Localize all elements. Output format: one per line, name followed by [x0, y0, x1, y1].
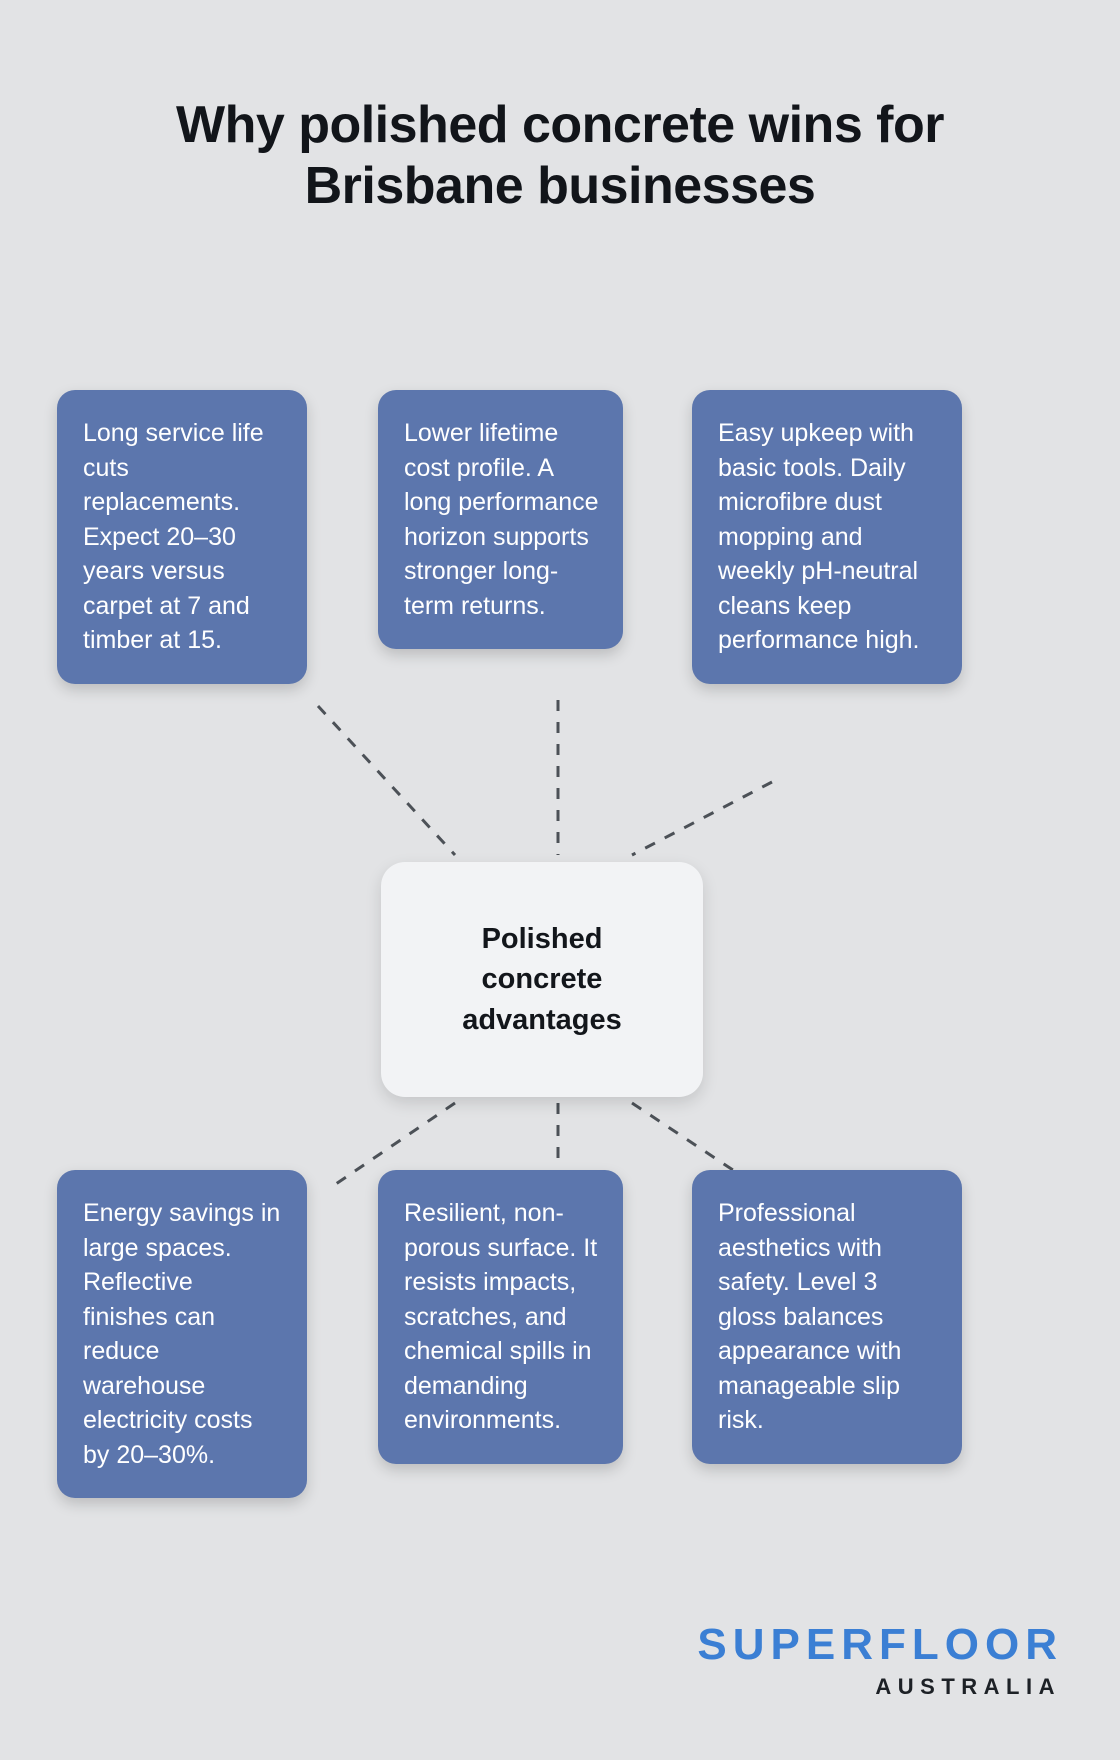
advantage-card-text: Energy savings in large spaces. Reflective finishes can reduce warehouse electricity costs by 20–30%.: [83, 1199, 281, 1469]
advantage-card-text: Easy upkeep with basic tools. Daily microfibre dust mopping and weekly pH-neutral cleans keep performance high.: [718, 419, 920, 654]
advantage-card-easy-upkeep: [692, 390, 962, 684]
advantage-card-resilient-surface: [378, 1170, 623, 1464]
advantage-card-text: Professional aesthetics with safety. Level 3 gloss balances appearance with manageable slip risk.: [718, 1199, 902, 1434]
center-node-label: Polished concrete advantages: [462, 922, 622, 1036]
brand-logo-region: AUSTRALIA: [875, 1674, 1061, 1699]
advantage-card-text: Lower lifetime cost profile. A long performance horizon supports stronger long-term returns.: [404, 419, 599, 620]
brand-logo: [697, 1620, 1063, 1699]
advantage-card-long-service-life: [57, 390, 307, 684]
connector-line-2: [632, 782, 772, 855]
connector-line-0: [318, 706, 455, 855]
center-node: [381, 862, 703, 1097]
advantage-card-text: Resilient, non-porous surface. It resists impacts, scratches, and chemical spills in demanding environments.: [404, 1199, 598, 1434]
brand-logo-name: SUPERFLOOR: [697, 1620, 1063, 1669]
advantage-card-text: Long service life cuts replacements. Expect 20–30 years versus carpet at 7 and timber at 15.: [83, 419, 264, 654]
page-title: Why polished concrete wins for Brisbane businesses: [176, 96, 944, 216]
advantage-card-professional-aesthetics: [692, 1170, 962, 1464]
advantage-card-energy-savings: [57, 1170, 307, 1498]
advantage-card-lower-lifetime-cost: [378, 390, 623, 649]
